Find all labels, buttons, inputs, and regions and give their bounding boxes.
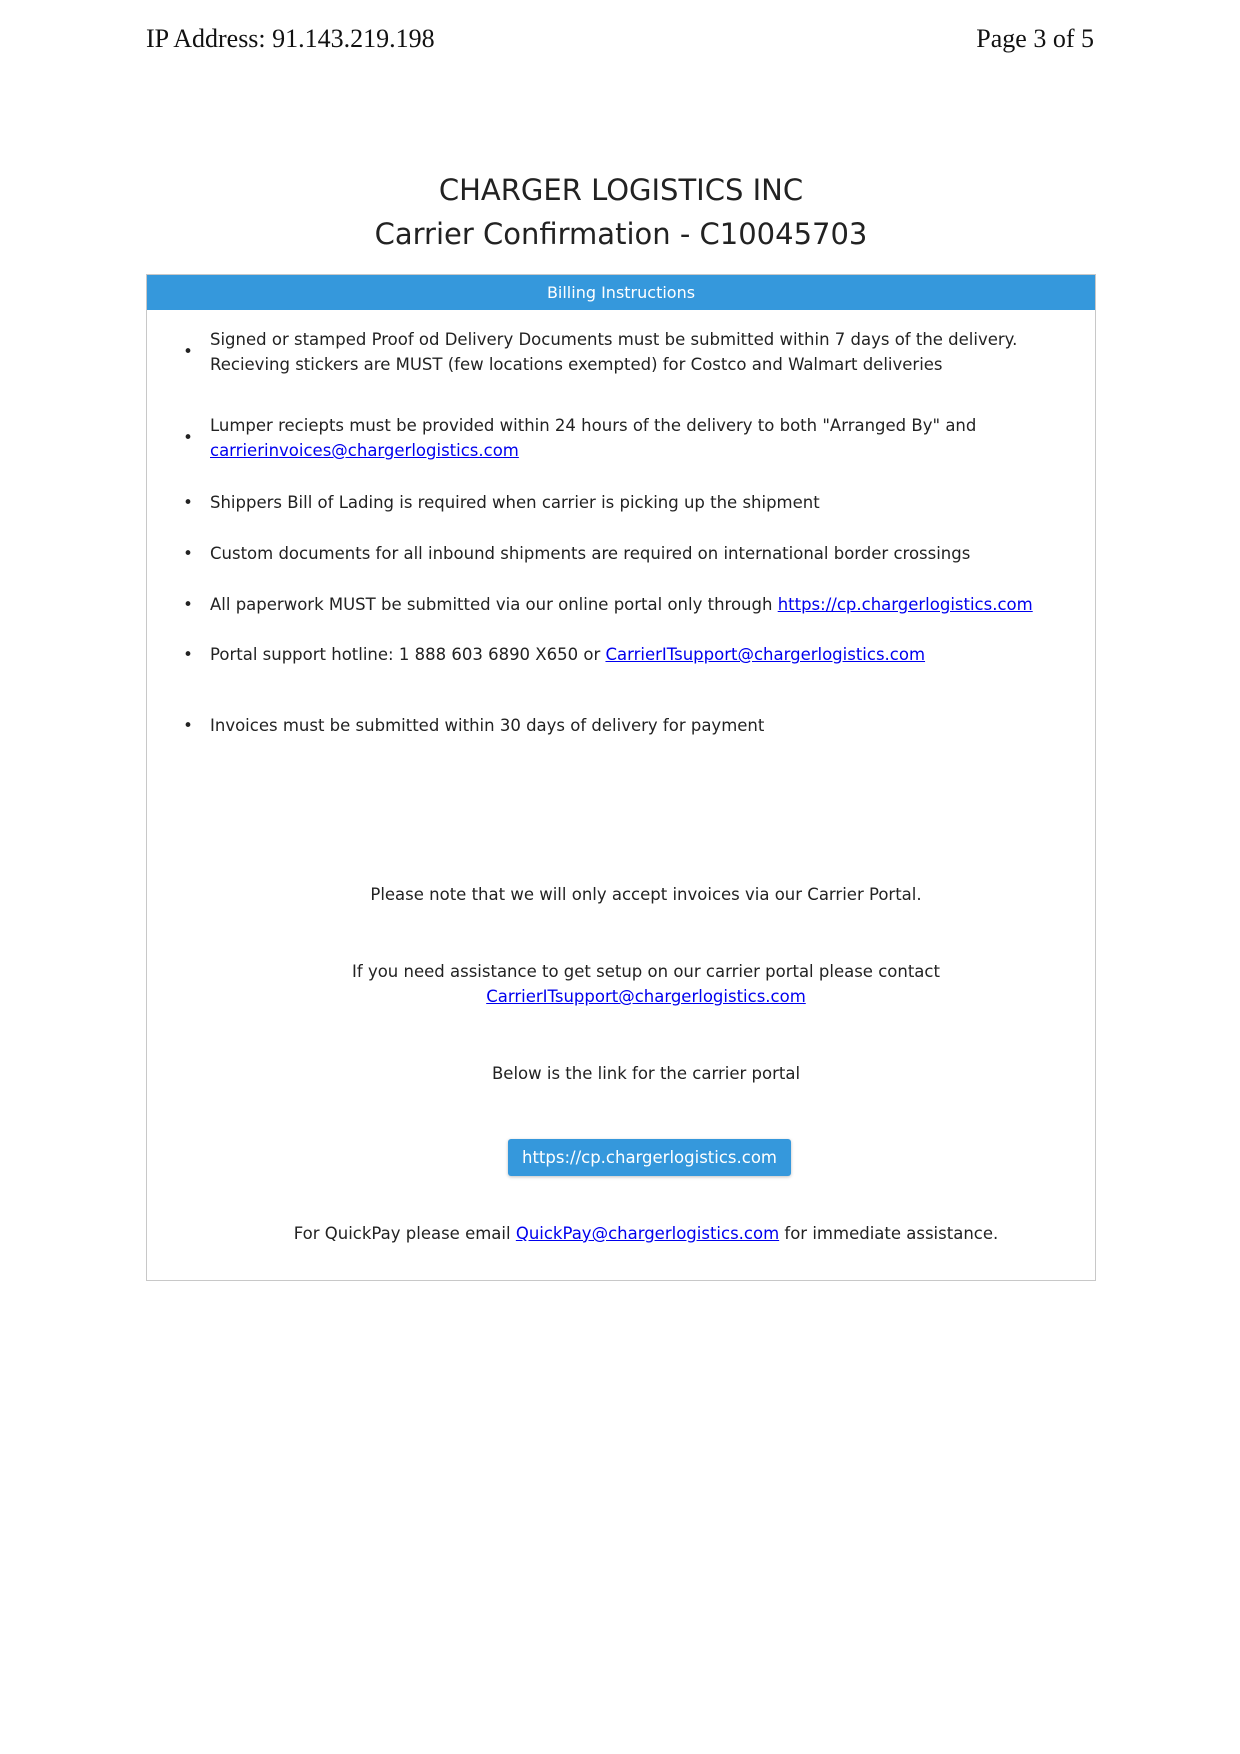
bullet-text: Portal support hotline: 1 888 603 6890 X650 or — [210, 645, 606, 664]
quickpay-prefix: For QuickPay please email — [293, 1224, 516, 1243]
bullet-bill-of-lading — [183, 490, 1050, 515]
bullet-paperwork-portal — [183, 592, 1050, 617]
bullet-text: Recieving stickers are MUST (few locations exempted) for Costco and Walmart deliveries — [210, 355, 943, 374]
carrier-invoices-email-link[interactable]: carrierinvoices@chargerlogistics.com — [210, 441, 519, 460]
quickpay-note — [147, 1221, 1095, 1246]
bullet-pod-documents — [183, 327, 1050, 377]
bullet-text: Custom documents for all inbound shipments are required on international border crossings — [210, 544, 971, 563]
quickpay-email-link[interactable]: QuickPay@chargerlogistics.com — [515, 1224, 780, 1243]
it-support-email-link[interactable]: CarrierITsupport@chargerlogistics.com — [605, 645, 926, 664]
page-number: Page 3 of 5 — [976, 24, 1094, 53]
billing-instructions-heading: Billing Instructions — [147, 275, 1095, 310]
bullet-text: All paperwork MUST be submitted via our online portal only through — [210, 595, 778, 614]
bullet-marker: • — [183, 645, 193, 664]
quickpay-suffix: for immediate assistance. — [779, 1224, 999, 1243]
bullet-text: Invoices must be submitted within 30 days of delivery for payment — [210, 716, 765, 735]
assistance-email-link[interactable]: CarrierITsupport@chargerlogistics.com — [486, 987, 806, 1006]
bullet-marker: • — [183, 595, 193, 614]
carrier-portal-button[interactable]: https://cp.chargerlogistics.com — [508, 1139, 791, 1176]
ip-address: IP Address: 91.143.219.198 — [146, 24, 435, 53]
portal-assistance-text: If you need assistance to get setup on our carrier portal please contact — [352, 962, 940, 981]
bullet-marker: • — [183, 342, 193, 361]
bullet-marker: • — [183, 428, 193, 447]
invoice-portal-note: Please note that we will only accept invoices via our Carrier Portal. — [370, 885, 922, 904]
billing-instructions-panel — [146, 274, 1096, 1281]
bullet-text: Signed or stamped Proof od Delivery Documents must be submitted within 7 days of the delivery. — [210, 330, 1018, 349]
document-titles — [146, 168, 1096, 256]
bullet-portal-support — [183, 642, 1050, 667]
bullet-lumper-receipts — [183, 413, 1050, 463]
bullet-text: Shippers Bill of Lading is required when carrier is picking up the shipment — [210, 493, 820, 512]
portal-link-intro: Below is the link for the carrier portal — [491, 1064, 801, 1083]
carrier-portal-link[interactable]: https://cp.chargerlogistics.com — [777, 595, 1033, 614]
document-title: Carrier Confirmation - C10045703 — [374, 217, 868, 251]
bullet-custom-documents — [183, 541, 1050, 566]
bullet-marker: • — [183, 493, 193, 512]
bullet-marker: • — [183, 716, 193, 735]
bullet-invoice-deadline — [183, 713, 1050, 738]
bullet-text: Lumper reciepts must be provided within 24 hours of the delivery to both "Arranged By" and — [210, 416, 977, 435]
portal-assistance-note — [147, 959, 1095, 1009]
company-name: CHARGER LOGISTICS INC — [438, 173, 804, 207]
bullet-marker: • — [183, 544, 193, 563]
